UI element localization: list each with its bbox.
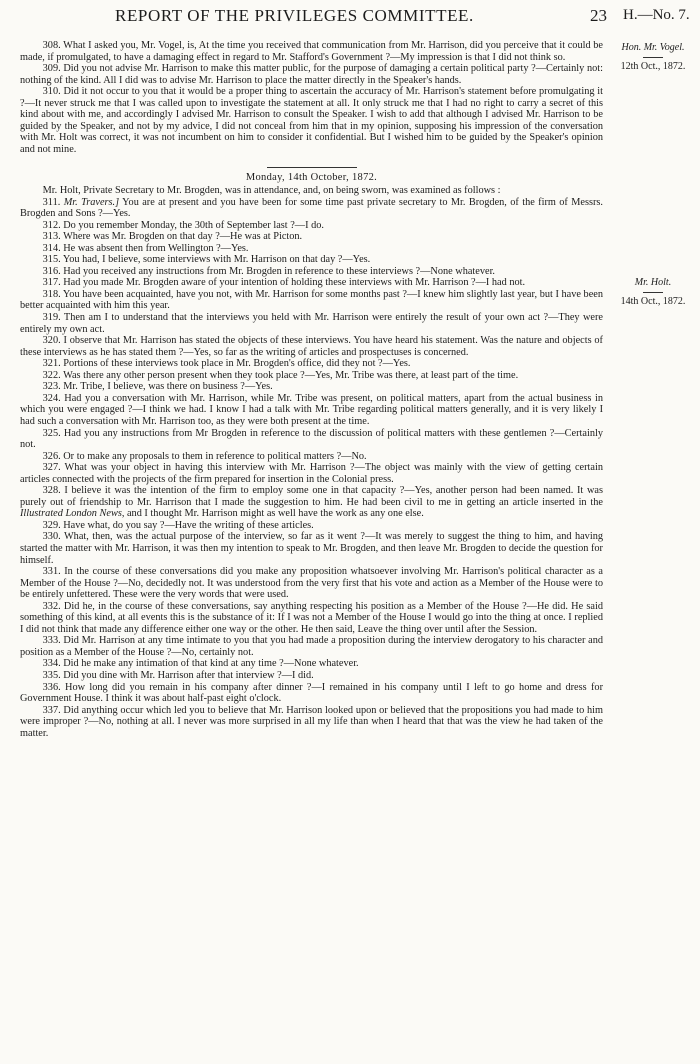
question-paragraph: 314. He was absent then from Wellington ?—Yes. [42, 242, 249, 254]
question-paragraph: 323. Mr. Tribe, I believe, was there on business ?—Yes. [42, 381, 273, 393]
section-divider [267, 167, 357, 168]
question-paragraph: 330. What, then, was the actual purpose of the interview, so far as it went ?—It was merely to suggest the thing to him, and having started the matter with Mr. Harrison, it was then my intention to speak to Mr. Brogden, and then leave Mr. Brogden to decide the question for himself. [20, 531, 603, 566]
question-paragraph: 336. How long did you remain in his company after dinner ?—I remained in his company until I left to go home and dress for Government House. I think it was about half-past eight o'clock. [20, 681, 603, 705]
question-paragraph: 332. Did he, in the course of these conversations, say anything respecting his position as a Member of the House ?—He did. He said something of this kind, at all events this is the substance of it: If I was not a Member of the House I would go into the thing at once. I replied I did not think that made any difference either one way or the other. He then said, Leave the thing over until after the Session. [20, 600, 603, 635]
question-paragraph: 331. In the course of these conversations did you make any proposition whatsoever involving Mr. Harrison's political character as a Member of the House ?—No, decidedly not. It was understood from the very first that his vote and action as a Member of the House were to be entirely unfettered. These were the very words that were used. [20, 566, 603, 601]
margin-note-holt [610, 277, 696, 308]
question-paragraph: 329. Have what, do you say ?—Have the writing of these articles. [42, 519, 314, 531]
question-paragraph: 334. Did he make any intimation of that kind at any time ?—None whatever. [42, 658, 359, 670]
question-paragraph: 324. Had you a conversation with Mr. Harrison, while Mr. Tribe was present, on political matters, apart from the actual business in which you were engaged ?—I think we had. I know I had a talk with Mr. Tribe regarding political matters generally, and it is very likely I had such a conversation with Mr. Harrison too, as they were both present at the time. [20, 392, 603, 427]
question-paragraph: 312. Do you remember Monday, the 30th of September last ?—I do. [42, 219, 324, 231]
question-paragraph: 318. You have been acquainted, have you not, with Mr. Harrison for some months past ?—I knew him slightly last year, but I have been better acquainted with him this year. [20, 288, 603, 312]
margin-divider [643, 292, 663, 293]
question-paragraph: 325. Had you any instructions from Mr Brogden in reference to the discussion of political matters with these gentlemen ?—Certainly not. [20, 427, 603, 451]
examiner-name: Mr. Travers.] [63, 196, 120, 208]
question-paragraph: 319. Then am I to understand that the interviews you held with Mr. Harrison were entirely the result of your own act ?—They were entirely my own act. [20, 312, 603, 335]
margin-note-vogel [610, 42, 696, 73]
report-title: REPORT OF THE PRIVILEGES COMMITTEE. [115, 6, 474, 25]
question-paragraph: 320. I observe that Mr. Harrison has stated the objects of these interviews. You have heard his statement. Was the nature and objects of these interviews as he has stated them ?—Yes, so far as the writing of articles and prospectuses is concerned. [20, 335, 603, 358]
margin-date: 12th Oct., 1872. [620, 61, 686, 72]
question-text: You are at present and you have been for some time past private secretary to Mr. Brogden, of the firm of Messrs. Brogden and Sons ?—Yes. [20, 196, 603, 220]
question-paragraph: 310. Did it not occur to you that it would be a proper thing to ascertain the accuracy of Mr. Harrison's statement before promulgating it ?—It never struck me that I was called upon to investigate the statement at all. It only struck me that I had no right to carry a secret of this kind about with me, and accordingly I advised Mr. Harrison to consult the Speaker. I wish to add that although I advised Mr. Harrison to be guided by the Speaker, and not by my advice, I did not conceal from him that in my opinion, supposing his impression of the conversation with Mr. Holt was correct, it was not incumbent on him to consider it confidential. But I wished him to be guided by the Speaker's opinion and not mine. [20, 86, 603, 155]
question-paragraph [20, 197, 603, 220]
question-text: 328. I believe it was the intention of the firm to employ some one in that capacity ?—Yes, another person had been named. It was purely out of friendship to Mr. Harrison that I made the suggestion to him. He had been civil to me in getting an article inserted in the [20, 485, 603, 508]
question-paragraph [20, 485, 603, 520]
margin-divider [643, 57, 663, 58]
page-number: 23 [590, 6, 607, 25]
witness-introduction: Mr. Holt, Private Secretary to Mr. Brogden, was in attendance, and, on being sworn, was examined as follows : [42, 185, 501, 197]
session-date-heading: Monday, 14th October, 1872. [245, 172, 378, 184]
question-paragraph: 322. Was there any other person present when they took place ?—Yes, Mr. Tribe was there, at least part of the time. [42, 369, 519, 381]
question-paragraph: 313. Where was Mr. Brogden on that day ?—He was at Picton. [42, 231, 303, 243]
margin-witness-name: Hon. Mr. Vogel. [621, 42, 685, 53]
question-paragraph: 335. Did you dine with Mr. Harrison after that interview ?—I did. [42, 669, 314, 681]
question-paragraph: 308. What I asked you, Mr. Vogel, is, At the time you received that communication from Mr. Harrison, did you perceive that it could be made, if promulgated, to have a damaging effect in regard to Mr. Stafford's Government ?—My impression is that I did not think so. [20, 40, 603, 63]
document-body [20, 40, 603, 739]
margin-date: 14th Oct., 1872. [620, 296, 686, 307]
question-paragraph: 327. What was your object in having this interview with Mr. Harrison ?—The object was mainly with the view of getting certain articles connected with the projects of the firm prepared for insertion in the Colonial press. [20, 462, 603, 485]
question-paragraph: 315. You had, I believe, some interviews with Mr. Harrison on that day ?—Yes. [42, 254, 371, 266]
question-paragraph: 321. Portions of these interviews took place in Mr. Brogden's office, did they not ?—Yes. [42, 358, 411, 370]
page-header [0, 4, 700, 28]
document-code: H.—No. 7. [623, 7, 690, 23]
question-paragraph: 326. Or to make any proposals to them in reference to political matters ?—No. [42, 450, 367, 462]
publication-title: Illustrated London News [20, 508, 122, 520]
question-paragraph: 316. Had you received any instructions from Mr. Brogden in reference to these interviews ?—None whatever. [42, 265, 496, 277]
question-paragraph: 309. Did you not advise Mr. Harrison to make this matter public, for the purpose of damaging a certain political party ?—Certainly not: nothing of the kind. All I did was to advise Mr. Harrison to place the matter directly in the Speaker's hands. [20, 63, 603, 86]
margin-witness-name: Mr. Holt. [634, 277, 672, 288]
question-paragraph: 333. Did Mr. Harrison at any time intimate to you that you had made a proposition during the interview derogatory to his character and position as a Member of the House ?—No, certainly not. [20, 635, 603, 658]
question-number: 311. [42, 196, 61, 208]
question-paragraph: 337. Did anything occur which led you to believe that Mr. Harrison looked upon or believed that the propositions you had made to him were improper ?—No, nothing at all. I never was more surprised in all my life than when I heard that that was the view he had taken of the matter. [20, 704, 603, 739]
question-text: , and I thought Mr. Harrison might as well have the work as any one else. [121, 508, 424, 520]
question-paragraph: 317. Had you made Mr. Brogden aware of your intention of holding these interviews with Mr. Harrison ?—I had not. [42, 277, 526, 289]
